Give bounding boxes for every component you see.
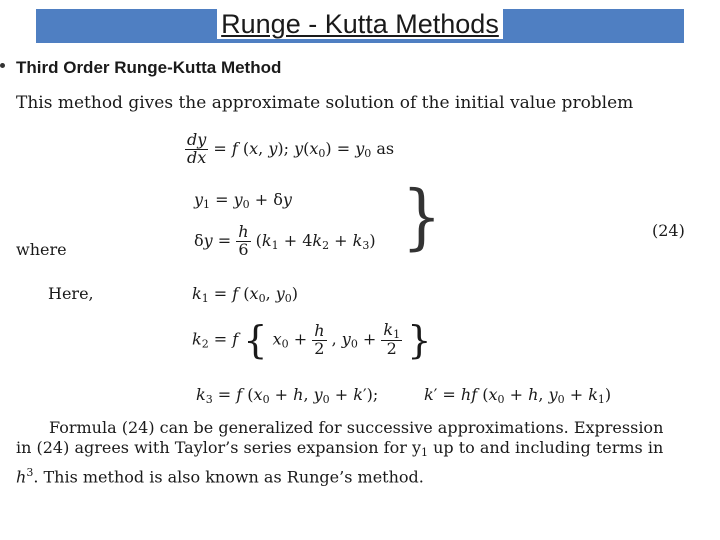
k3-equation: $k_3 = f$ ($x_0 + h$, $y_0 + k'$); <box>196 385 379 406</box>
paragraph-line-1: Formula (24) can be generalized for successive approximations. Expression <box>49 418 664 437</box>
k-prime-equation: k′ = hf ($x_0 + h$, $y_0 + k_1$) <box>424 385 612 406</box>
slide-title: Runge - Kutta Methods <box>0 7 720 41</box>
here-label: Here, <box>48 284 94 303</box>
update-equation: $y_1 = y_0 + \delta y$ <box>194 190 292 211</box>
k2-equation: $k_2 = f$ { $x_0$ + $\frac{h}{2}$ , $y_0$ + $\frac{k_1}{2}$ } <box>192 318 432 362</box>
equation-number: (24) <box>652 221 685 240</box>
delta-y-equation: δy = $\frac{h}{6}$ $(k_1 + 4k_2 + k_3)$ <box>194 222 376 259</box>
k1-equation: $k_1 = f$ ($x_0$, $y_0$) <box>192 284 299 305</box>
ivp-equation: $\frac{dy}{dx}$ = f (x, y); $y(x_0) = y_0$ as <box>187 130 395 167</box>
bullet-dot <box>0 63 5 68</box>
intro-text: This method gives the approximate solution of the initial value problem <box>16 93 634 113</box>
paragraph-line-2: in (24) agrees with Taylor’s series expansion for $y_1$ up to and including terms in <box>16 438 664 459</box>
explanation-paragraph <box>16 418 696 487</box>
paragraph-line-3: $h^3$. This method is also known as Runge’s method. <box>16 466 424 487</box>
right-brace: } <box>402 174 442 259</box>
section-heading: Third Order Runge-Kutta Method <box>16 58 282 77</box>
where-label: where <box>16 240 67 259</box>
